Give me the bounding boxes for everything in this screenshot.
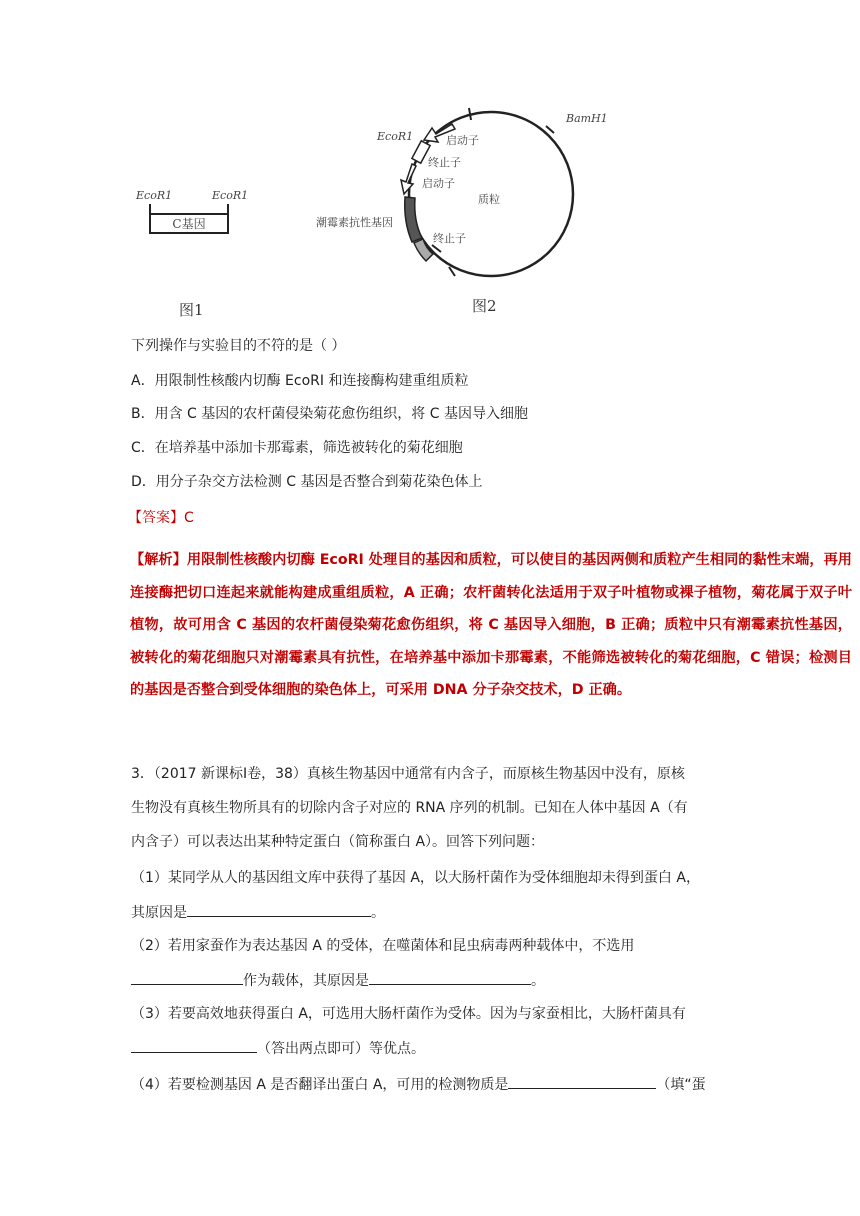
q3-blank-3[interactable] [369, 970, 531, 985]
q3-line3: 内含子）可以表达出某种特定蛋白（简称蛋白 A）。回答下列问题： [131, 834, 545, 850]
figure2-caption: 图2 [472, 297, 497, 315]
q3-blank-5[interactable] [508, 1074, 656, 1089]
option-b: B．用含 C 基因的农杆菌侵染菊花愈伤组织，将 C 基因导入细胞 [131, 406, 528, 422]
q3-part1-line1: （1）某同学从人的基因组文库中获得了基因 A，以大肠杆菌作为受体细胞却未得到蛋白 A， [131, 870, 700, 886]
figure1-diagram [135, 189, 248, 233]
analysis-block [130, 544, 852, 707]
plasmid-tick-top [469, 108, 471, 120]
q3-line1: 3．（2017 新课标Ⅰ卷，38）真核生物基因中通常有内含子，而原核生物基因中没有，原核 [131, 766, 685, 782]
terminator1-label: 终止子 [428, 156, 461, 169]
ecor1-label: EcoR1 [377, 130, 414, 143]
analysis-label: 【解析】 [130, 552, 187, 568]
q3-part3-line2 [131, 1038, 425, 1059]
promoter2-label: 启动子 [422, 177, 455, 190]
q3-part3-line1: （3）若要高效地获得蛋白 A，可选用大肠杆菌作为受体。因为与家蚕相比，大肠杆菌具有 [131, 1006, 686, 1022]
q3-blank-4[interactable] [131, 1038, 257, 1053]
resistance-gene-segment [405, 197, 422, 242]
q3-line2: 生物没有真核生物所具有的切除内含子对应的 RNA 序列的机制。已知在人体中基因 A（有 [131, 800, 688, 816]
q3-part3-suffix: （答出两点即可）等优点。 [257, 1041, 425, 1057]
question-stem: 下列操作与实验目的不符的是（ ） [131, 338, 346, 354]
promoter2-arrow-icon [401, 164, 416, 194]
figure2-plasmid [316, 108, 608, 276]
terminator2-label: 终止子 [433, 232, 466, 245]
q3-blank-2[interactable] [131, 970, 243, 985]
q3-blank-1[interactable] [187, 902, 371, 917]
q3-part1-prefix: 其原因是 [131, 905, 187, 921]
plasmid-label: 质粒 [478, 193, 500, 206]
q3-part2-line2 [131, 970, 545, 991]
figure-svg [0, 0, 860, 330]
q3-part2-mid: 作为载体，其原因是 [243, 973, 369, 989]
answer: 【答案】C [128, 510, 194, 526]
promoter1-label: 启动子 [446, 134, 479, 147]
figure-area [0, 0, 860, 330]
resistance-gene-label: 潮霉素抗性基因 [316, 216, 393, 229]
option-d: D．用分子杂交方法检测 C 基因是否整合到菊花染色体上 [131, 474, 483, 490]
q3-part1-line2 [131, 902, 385, 923]
q3-part4-prefix: （4）若要检测基因 A 是否翻译出蛋白 A，可用的检测物质是 [131, 1077, 509, 1093]
q3-part2-end: 。 [531, 973, 545, 989]
figure1-label-right: EcoR1 [212, 189, 249, 202]
option-a: A．用限制性核酸内切酶 EcoRI 和连接酶构建重组质粒 [131, 373, 469, 389]
bamh1-label: BamH1 [566, 112, 608, 125]
figure1-caption: 图1 [179, 301, 204, 319]
figure1-label-left: EcoR1 [136, 189, 173, 202]
q3-part4-line1 [131, 1074, 706, 1095]
analysis-text: 用限制性核酸内切酶 EcoRI 处理目的基因和质粒，可以使目的基因两侧和质粒产生相同的黏性末端，再用连接酶把切口连起来就能构建成重组质粒，A 正确；农杆菌转化法适用于双子叶植物或裸子植物，菊花属于双子叶植物，故可用含 C 基因的农杆菌侵染菊花愈伤组织，将 C 基因导入细胞，B 正确；质粒中只有潮霉素抗性基因，被转化的菊花细胞只对潮霉素具有抗性，在培养基中添加卡那霉素，不能筛选被转化的菊花细胞，C 错误；检测目的基因是否整合到受体细胞的染色体上，可采用 DNA 分子杂交技术，D 正确。 [130, 552, 852, 699]
figure1-gene-label: C基因 [172, 217, 206, 231]
q3-part4-suffix: （填“蛋 [656, 1077, 706, 1093]
option-c: C．在培养基中添加卡那霉素，筛选被转化的菊花细胞 [131, 440, 463, 456]
q3-part1-suffix: 。 [371, 905, 385, 921]
bamh1-site [546, 126, 554, 133]
q3-part2-line1: （2）若用家蚕作为表达基因 A 的受体，在噬菌体和昆虫病毒两种载体中，不选用 [131, 938, 635, 954]
